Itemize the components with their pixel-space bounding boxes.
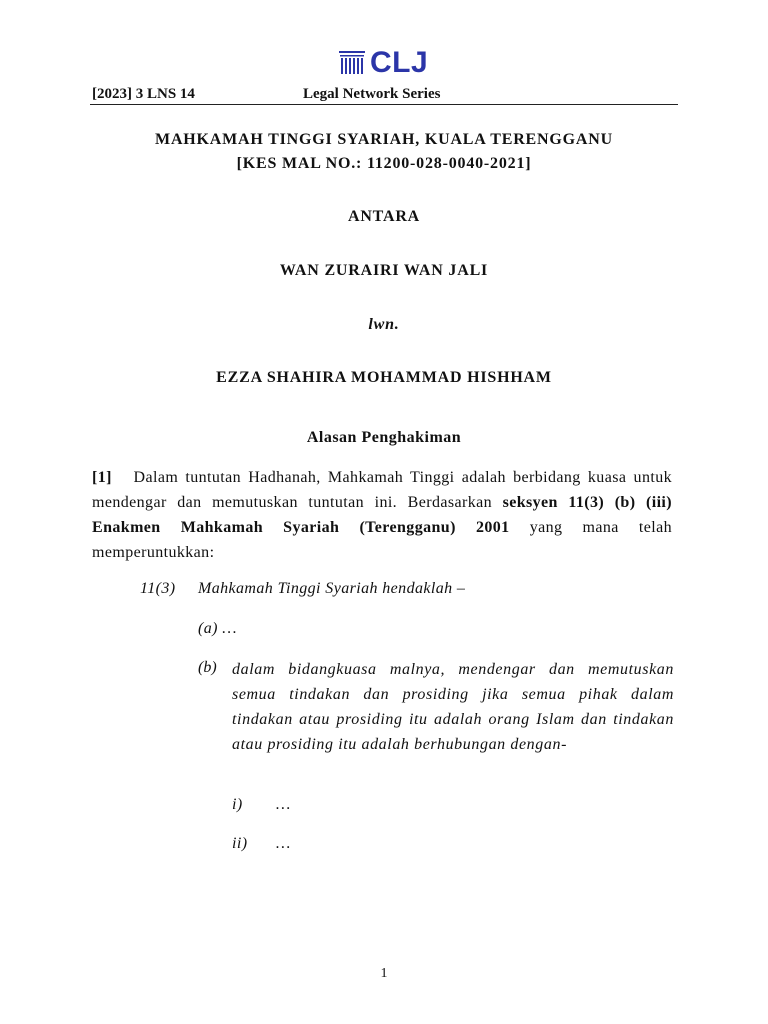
clause-i-label: i) [232,796,243,813]
clause-a [198,620,237,638]
statute-reference: seksyen 11(3) (b) (iii) Enakmen Mahkamah Syariah (Terengganu) 2001 [92,494,672,536]
clause-b-label: (b) [198,659,217,676]
case-number: [KES MAL NO.: 11200-028-0040-2021] [236,155,532,172]
court-name: MAHKAMAH TINGGI SYARIAH, KUALA TERENGGANU [155,131,613,148]
clause-a-text: … [222,620,237,637]
pillars-logo-icon [338,48,366,78]
lwn-label: lwn. [368,316,400,333]
header-divider [90,104,678,105]
clause-a-label: (a) [198,620,218,637]
para-marker: [1] [92,469,112,486]
clause-ii [232,835,291,853]
clause-b-text: dalam bidangkuasa malnya, mendengar dan memutuskan semua tindakan dan prosiding jika semua pihak dalam tindakan atau prosiding itu adalah orang Islam dan tindakan atau prosiding itu adalah berhubungan dengan- [232,661,674,753]
page-number: 1 [380,966,388,981]
citation: [2023] 3 LNS 14 [92,86,195,102]
series-title: Legal Network Series [303,86,441,102]
section-title: Alasan Penghakiman [306,429,462,446]
quote-heading [140,580,465,598]
clj-logo [338,48,428,78]
antara-label: ANTARA [347,208,421,225]
plaintiff-name: WAN ZURAIRI WAN JALI [279,262,489,279]
defendant-name: EZZA SHAHIRA MOHAMMAD HISHHAM [216,369,552,386]
paragraph-1 [92,465,672,565]
section-number: 11(3) [140,580,176,597]
clause-i [232,796,291,814]
para-text-b: yang mana telah memperuntukkan: [92,519,672,561]
heading-text: Mahkamah Tinggi Syariah hendaklah – [198,580,466,597]
clause-ii-label: ii) [232,835,248,852]
logo-text: CLJ [370,46,429,79]
para-text-a: Dalam tuntutan Hadhanah, Mahkamah Tinggi adalah berbidang kuasa untuk mendengar dan memutuskan tuntutan ini. Berdasarkan [92,469,672,511]
clause-i-text: … [276,796,291,813]
clause-ii-text: … [276,835,291,852]
